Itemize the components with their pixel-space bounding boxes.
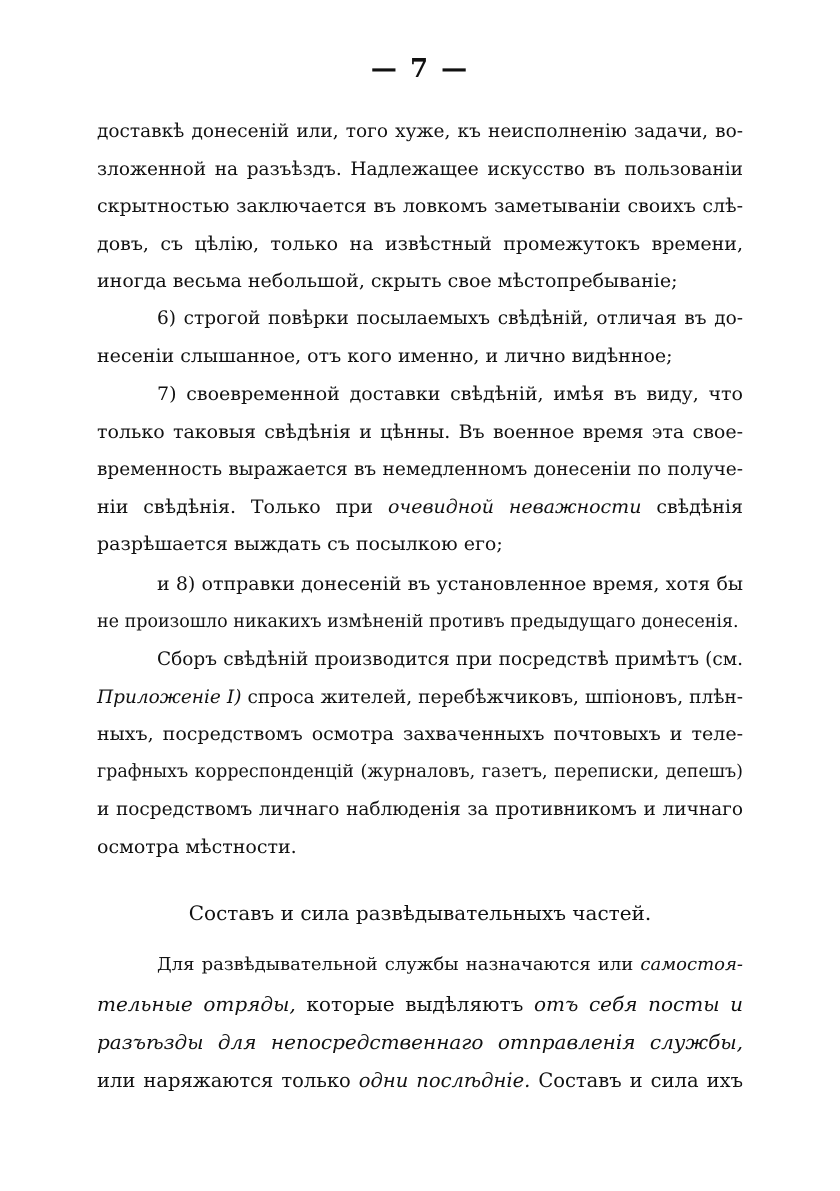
text-line: довъ, съ цѣлію, только на извѣстный промежутокъ времени, [97, 232, 743, 255]
italic-emphasis: самостоя- [640, 954, 743, 975]
text-line: 7) своевременной доставки свѣдѣній, имѣя въ виду, что [157, 383, 743, 405]
text-line: Сборъ свѣдѣній производится при посредствѣ примѣтъ (см. [157, 649, 743, 670]
paragraph-continuation [97, 113, 743, 301]
italic-emphasis: разъѣзды для непосредственнаго отправленія службы, [97, 1030, 743, 1054]
text-line [97, 1023, 743, 1062]
text-segment: ніи свѣдѣнія. Только при [97, 495, 374, 518]
text-line [97, 985, 743, 1024]
paragraph-item-7 [97, 376, 743, 564]
italic-emphasis: очевидной неважности [387, 495, 642, 518]
text-line [97, 946, 743, 985]
text-line: и 8) отправки донесеній въ установленное время, хотя бы [157, 573, 743, 595]
text-line: не произошло никакихъ измѣненій противъ предыдущаго донесенія. [97, 611, 739, 632]
text-line: только таковыя свѣдѣнія и цѣнны. Въ военное время эта свое- [97, 420, 743, 443]
paragraph-item-8 [97, 566, 743, 641]
text-line [97, 489, 743, 527]
text-segment: свѣдѣнія [656, 495, 743, 518]
text-line: 6) строгой повѣрки посылаемыхъ свѣдѣній, отличая въ до- [157, 308, 743, 329]
text-segment: Для развѣдывательной службы назначаются или [157, 954, 634, 975]
text-segment: Составъ и сила ихъ [538, 1068, 743, 1092]
italic-emphasis: отъ себя посты и [534, 991, 744, 1016]
text-line: доставкѣ донесеній или, того хуже, къ неисполненію задачи, во- [97, 121, 743, 142]
text-line: осмотра мѣстности. [97, 835, 297, 858]
text-segment: спроса жителей, перебѣжчиковъ, шпіоновъ, плѣн- [247, 686, 743, 708]
text-line: временность выражается въ немедленномъ донесеніи по получе- [97, 459, 743, 480]
text-line: несеніи слышанное, отъ кого именно, и лично видѣнное; [97, 344, 673, 367]
text-segment: или наряжаются только [97, 1068, 351, 1092]
page-number: — 7 — [370, 54, 470, 84]
text-line: иногда весьма небольшой, скрыть свое мѣстопребываніе; [97, 270, 678, 292]
text-line [97, 1062, 743, 1101]
italic-emphasis: одни послѣдніе. [358, 1068, 531, 1092]
text-segment: которые выдѣляютъ [306, 991, 524, 1016]
paragraph-composition [97, 946, 743, 1100]
paragraph-item-6 [97, 300, 743, 375]
paragraph-collection [97, 641, 743, 866]
text-line [97, 679, 743, 717]
text-line: скрытностью заключается въ ловкомъ заметываніи своихъ слѣ- [97, 195, 743, 217]
italic-emphasis: тельные отряды, [97, 991, 296, 1016]
text-line: разрѣшается выждать съ посылкою его; [97, 533, 503, 555]
section-heading: Составъ и сила развѣдывательныхъ частей. [188, 901, 652, 925]
text-line: и посредствомъ личнаго наблюденія за противникомъ и личнаго [97, 799, 743, 820]
appendix-reference: Приложеніе I) [97, 686, 242, 708]
text-line: зложенной на разъѣздъ. Надлежащее искусство въ пользованіи [97, 158, 743, 180]
text-line: ныхъ, посредствомъ осмотра захваченныхъ почтовыхъ и теле- [97, 723, 743, 745]
text-line: графныхъ корреспонденцій (журналовъ, газетъ, переписки, депешъ) [97, 761, 743, 782]
